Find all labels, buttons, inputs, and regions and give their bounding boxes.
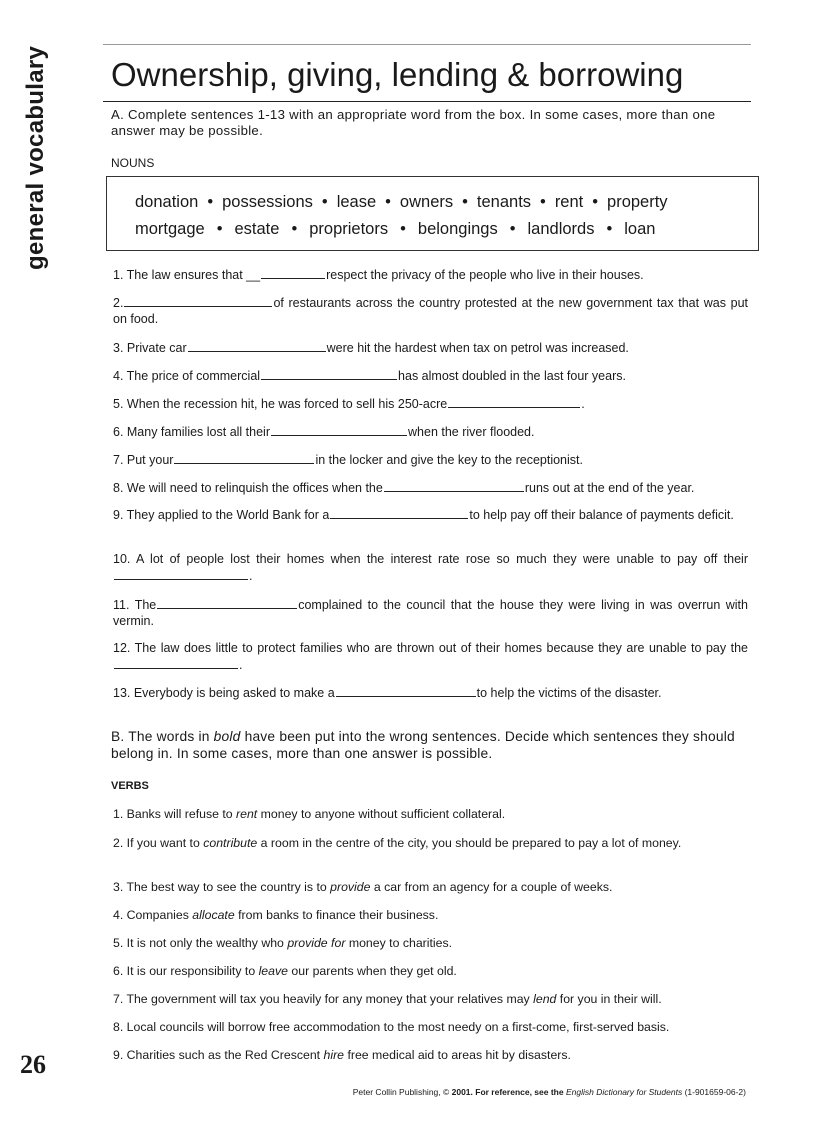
- answer-blank[interactable]: [336, 684, 476, 697]
- verb-sentence-4: 4. Companies allocate from banks to finance their business.: [113, 908, 439, 922]
- word-box-item: estate: [234, 220, 280, 238]
- answer-blank[interactable]: [448, 395, 580, 408]
- word-box-item: owners: [399, 193, 454, 211]
- question-7: 7. Put your in the locker and give the key to the receptionist.: [113, 453, 583, 467]
- verb-sentence-7: 7. The government will tax you heavily for any money that your relatives may lend for you in their will.: [113, 992, 662, 1006]
- top-rule: [103, 44, 751, 45]
- bullet: •: [462, 193, 468, 211]
- word-box-item: property: [607, 193, 668, 211]
- question-10: 10. A lot of people lost their homes when the interest rate rose so much they were unable to pay off their.: [113, 552, 748, 583]
- question-3: 3. Private car were hit the hardest when tax on petrol was increased.: [113, 341, 629, 355]
- word-box-item: possessions: [222, 193, 313, 211]
- answer-blank[interactable]: [384, 479, 524, 492]
- answer-blank[interactable]: [261, 367, 397, 380]
- word-box-row-1: [135, 193, 668, 212]
- verb-sentence-5: 5. It is not only the wealthy who provide for money to charities.: [113, 936, 453, 950]
- bullet: •: [400, 220, 406, 238]
- bullet: •: [207, 193, 214, 211]
- question-5: 5. When the recession hit, he was forced to sell his 250-acre .: [113, 397, 585, 411]
- word-box-item: donation: [135, 193, 199, 211]
- bullet: •: [606, 220, 613, 238]
- nouns-heading: NOUNS: [111, 156, 155, 170]
- word-box-item: landlords: [527, 220, 595, 238]
- verb-sentence-8: 8. Local councils will borrow free accommodation to the most needy on a first-come, first-served basis.: [113, 1020, 670, 1034]
- word-box-row-2: [135, 220, 655, 239]
- verb-sentence-2: 2. If you want to contribute a room in the centre of the city, you should be prepared to pay a lot of money.: [113, 836, 682, 850]
- answer-blank[interactable]: [124, 294, 272, 307]
- word-box-item: mortgage: [135, 220, 205, 238]
- word-box: [106, 176, 759, 251]
- answer-blank[interactable]: [174, 451, 314, 464]
- question-13: 13. Everybody is being asked to make a to help the victims of the disaster.: [113, 686, 662, 700]
- question-11: 11. The complained to the council that the house they were living in was overrun with vermin.: [113, 598, 748, 628]
- answer-blank[interactable]: [261, 266, 325, 279]
- footer-credit: Peter Collin Publishing, © 2001. For reference, see the English Dictionary for Students (1-901659-06-2): [352, 1087, 746, 1097]
- question-8: 8. We will need to relinquish the offices when the runs out at the end of the year.: [113, 481, 695, 495]
- page-title: Ownership, giving, lending & borrowing: [111, 56, 684, 93]
- verb-sentence-3: 3. The best way to see the country is to provide a car from an agency for a couple of weeks.: [113, 880, 613, 894]
- verb-sentence-9: 9. Charities such as the Red Crescent hire free medical aid to areas hit by disasters.: [113, 1048, 571, 1062]
- side-label: general vocabulary: [22, 45, 49, 270]
- bullet: •: [321, 193, 328, 211]
- page-number: 26: [20, 1050, 46, 1079]
- bullet: •: [291, 220, 298, 238]
- bullet: •: [385, 193, 391, 211]
- answer-blank[interactable]: [330, 506, 468, 519]
- question-9: 9. They applied to the World Bank for a to help pay off their balance of payments deficit.: [113, 508, 734, 522]
- word-box-item: tenants: [476, 193, 532, 211]
- bullet: •: [540, 193, 546, 211]
- word-box-item: lease: [336, 193, 377, 211]
- bullet: •: [216, 220, 223, 238]
- verbs-heading: VERBS: [111, 780, 149, 792]
- title-rule: [103, 101, 751, 102]
- answer-blank[interactable]: [157, 596, 297, 609]
- answer-blank[interactable]: [114, 567, 248, 580]
- bullet: •: [592, 193, 599, 211]
- bullet: •: [509, 220, 516, 238]
- answer-blank[interactable]: [271, 423, 407, 436]
- verb-sentence-6: 6. It is our responsibility to leave our parents when they get old.: [113, 964, 457, 978]
- section-a-instruction: A. Complete sentences 1-13 with an appropriate word from the box. In some cases, more than one answer may be possible.: [111, 107, 716, 138]
- question-2: 2. of restaurants across the country protested at the new government tax that was put on food.: [113, 296, 748, 326]
- question-12: 12. The law does little to protect families who are thrown out of their homes because they are unable to pay the.: [113, 641, 748, 672]
- word-box-item: rent: [554, 193, 584, 211]
- word-box-item: belongings: [417, 220, 498, 238]
- question-1: 1. The law ensures that __ respect the privacy of the people who live in their houses.: [113, 268, 644, 282]
- section-b-instruction: B. The words in bold have been put into the wrong sentences. Decide which sentences they should belong in. In some cases, more than one answer is possible.: [111, 729, 735, 761]
- word-box-item: proprietors: [309, 220, 389, 238]
- verb-sentence-1: 1. Banks will refuse to rent money to anyone without sufficient collateral.: [113, 807, 506, 821]
- answer-blank[interactable]: [188, 339, 326, 352]
- word-box-item: loan: [624, 220, 656, 238]
- question-4: 4. The price of commercial has almost doubled in the last four years.: [113, 369, 626, 383]
- answer-blank[interactable]: [114, 656, 238, 669]
- question-6: 6. Many families lost all their when the river flooded.: [113, 425, 535, 439]
